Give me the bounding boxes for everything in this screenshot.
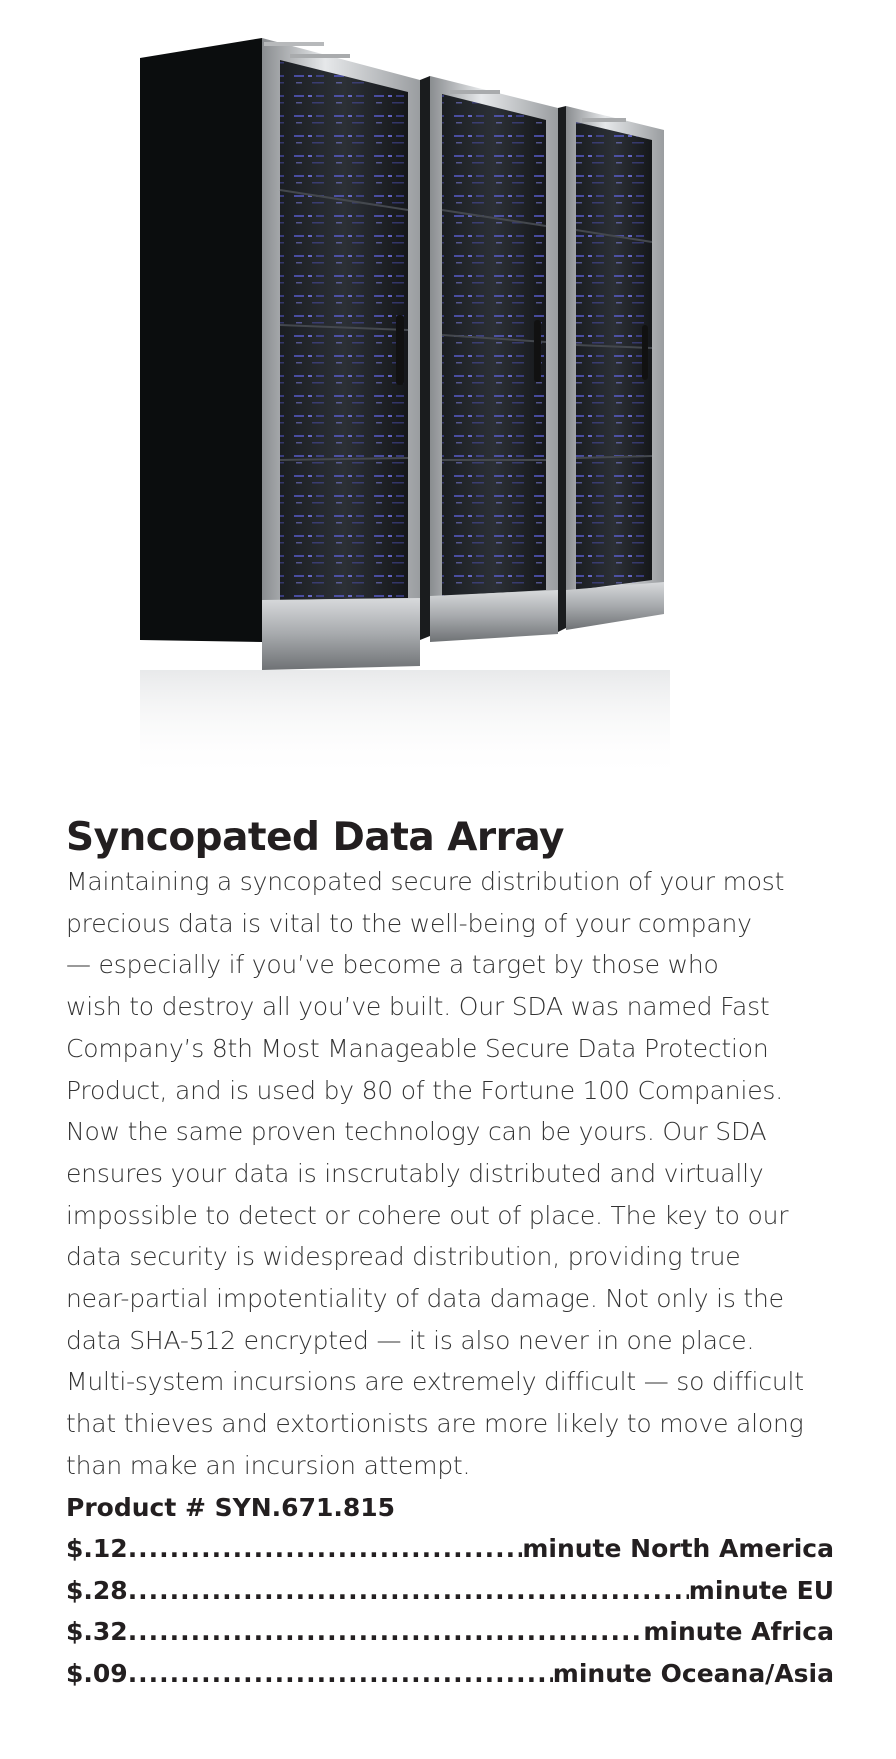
price-value: $.12 (66, 1534, 128, 1564)
price-row (66, 1570, 834, 1612)
product-title: Syncopated Data Array (66, 815, 564, 860)
dot-leader (128, 1570, 689, 1612)
description-line: that thieves and extortionists are more likely to move along (66, 1409, 804, 1439)
product-description-block (66, 815, 856, 1694)
description-line: precious data is vital to the well-being of your company (66, 908, 752, 938)
product-image (130, 30, 770, 810)
description-line: — especially if you’ve become a target by those who (66, 950, 719, 980)
product-description (66, 861, 856, 1487)
description-line: Product, and is used by 80 of the Fortune 100 Companies. (66, 1075, 783, 1105)
dot-leader (128, 1611, 644, 1653)
description-line: near-partial impotentiality of data damage. Not only is the (66, 1284, 784, 1314)
description-line: than make an incursion attempt. (66, 1450, 471, 1480)
price-row (66, 1653, 834, 1695)
price-row (66, 1611, 834, 1653)
price-value: $.28 (66, 1575, 128, 1605)
description-line: Multi-system incursions are extremely difficult — so difficult (66, 1367, 804, 1397)
description-line: Company’s 8th Most Manageable Secure Data Protection (66, 1033, 769, 1063)
price-value: $.32 (66, 1617, 128, 1647)
price-region: minute Oceana/Asia (552, 1658, 834, 1688)
price-region: minute North America (522, 1534, 834, 1564)
price-value: $.09 (66, 1658, 128, 1688)
dot-leader (128, 1528, 523, 1570)
price-region: minute Africa (643, 1617, 834, 1647)
description-line: wish to destroy all you’ve built. Our SDA was named Fast (66, 992, 770, 1022)
product-number: Product # SYN.671.815 (66, 1492, 396, 1522)
description-line: data SHA-512 encrypted — it is also never in one place. (66, 1325, 755, 1355)
price-region: minute EU (688, 1575, 834, 1605)
description-line: data security is widespread distribution, providing true (66, 1242, 741, 1272)
description-line: ensures your data is inscrutably distributed and virtually (66, 1158, 764, 1188)
description-line: impossible to detect or cohere out of place. The key to our (66, 1200, 789, 1230)
description-line: Now the same proven technology can be yours. Our SDA (66, 1117, 767, 1147)
price-list (66, 1528, 834, 1694)
price-row (66, 1528, 834, 1570)
dot-leader (128, 1653, 553, 1695)
description-line: Maintaining a syncopated secure distribution of your most (66, 867, 785, 896)
